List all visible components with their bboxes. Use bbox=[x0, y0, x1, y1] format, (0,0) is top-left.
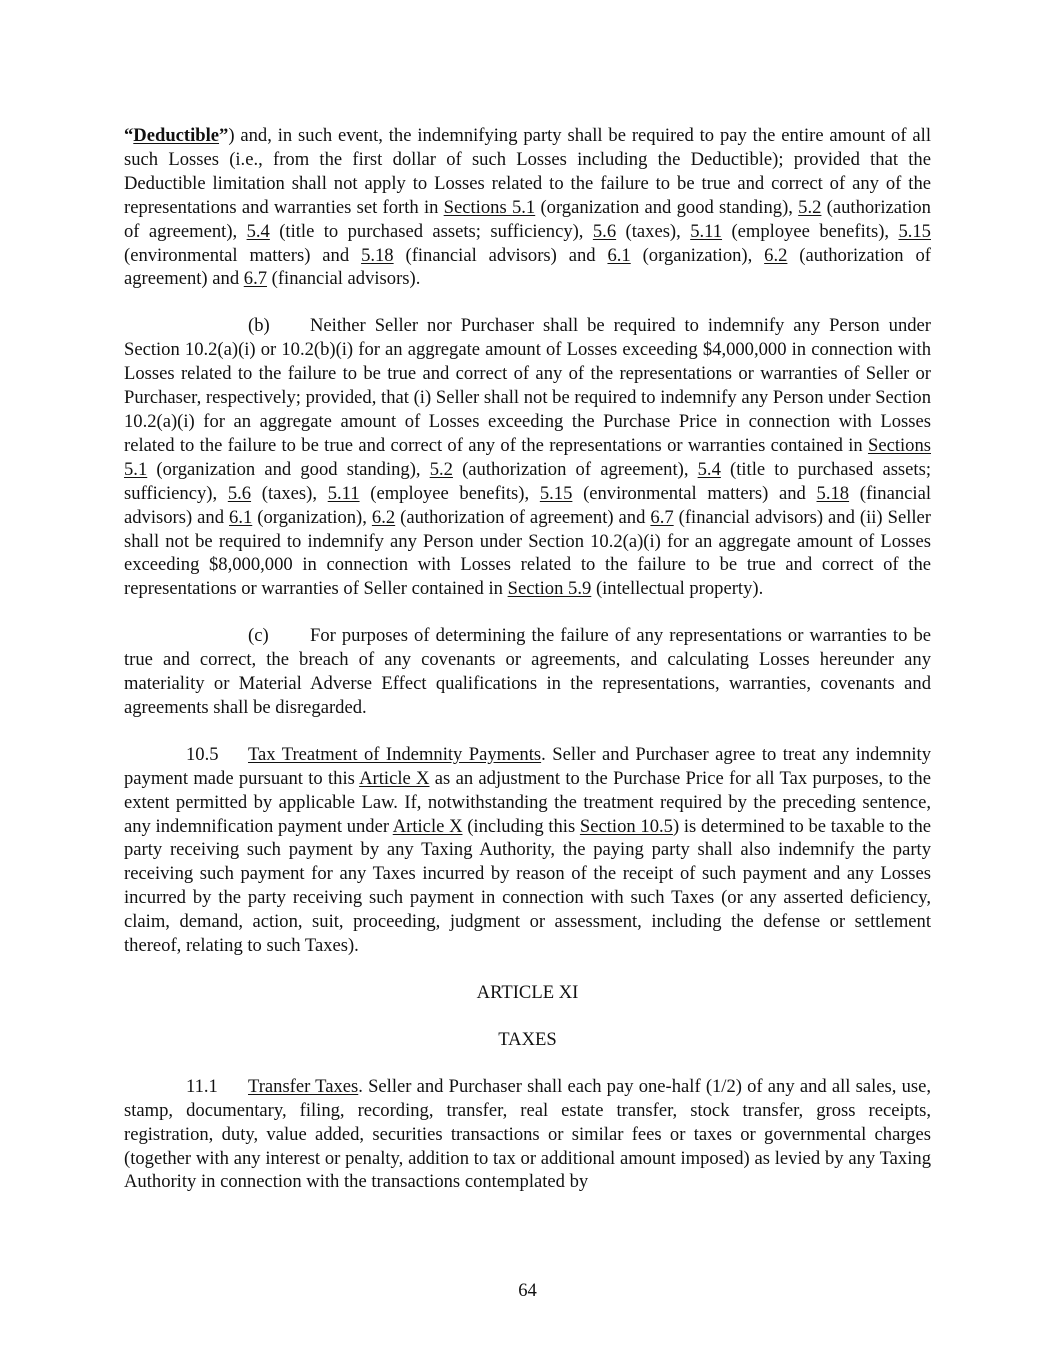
text-run: (employee benefits), bbox=[359, 482, 540, 504]
section-number: 10.5 bbox=[186, 743, 219, 765]
section-ref: 5.11 bbox=[690, 220, 723, 242]
text-run: (financial advisors) and (ii) Seller shall not be required to indemnify any Person under Section 10.2(a)(i) for an aggregate amount of Losses exceeding $8,000,000 in connection with Losses related to the failure to be true and correct of the representations or warranties of Seller contained in bbox=[124, 506, 931, 600]
section-ref: 5.15 bbox=[898, 220, 931, 242]
text-run: (taxes), bbox=[616, 220, 691, 242]
text-run: (organization and good standing), bbox=[147, 458, 430, 480]
text-run: (intellectual property). bbox=[591, 578, 764, 600]
quote-open: “ bbox=[124, 125, 134, 146]
text-run: (title to purchased assets; sufficiency), bbox=[124, 458, 931, 504]
subsection-label: (c) bbox=[248, 625, 269, 647]
section-number: 11.1 bbox=[186, 1075, 218, 1097]
text-run: (financial advisors). bbox=[267, 268, 421, 290]
subsection-label: (b) bbox=[248, 315, 270, 337]
text-run: (employee benefits), bbox=[722, 220, 899, 242]
section-ref: 6.2 bbox=[371, 506, 396, 528]
section-ref: 6.7 bbox=[243, 268, 268, 290]
text-run: (financial advisors) and bbox=[393, 244, 608, 266]
text-run: Neither Seller nor Purchaser shall be required to indemnify any Person under Section 10.2(a)(i) or 10.2(b)(i) for an aggregate amount of Losses exceeding $4,000,000 in connection with Losses related to the failure to be true and correct of any of the representations or warranties of Seller or Purchaser, respectively; provided, that (i) Seller shall not be required to indemnify any Person under Section 10.2(a)(i) for an aggregate amount of Losses exceeding the Purchase Price in connection with Losses related to the failure to be true and correct of any of the representations or warranties contained in bbox=[124, 315, 931, 456]
section-10-5 bbox=[124, 743, 931, 958]
defined-term-deductible: Deductible bbox=[133, 125, 220, 146]
text-run: . Seller and Purchaser agree to treat any indemnity payment made pursuant to this bbox=[124, 743, 931, 789]
text-run: (organization), bbox=[252, 506, 372, 528]
paragraph-c bbox=[124, 624, 931, 720]
section-ref: Section 5.9 bbox=[507, 578, 592, 600]
section-title: Transfer Taxes bbox=[248, 1075, 359, 1097]
section-ref: 6.1 bbox=[229, 506, 253, 528]
section-ref: Sections 5.1 bbox=[124, 434, 931, 480]
section-ref: 5.4 bbox=[697, 458, 721, 480]
section-ref: 5.4 bbox=[246, 220, 270, 242]
section-ref: 5.11 bbox=[327, 482, 360, 504]
quote-close: ” bbox=[219, 125, 229, 146]
section-ref: 6.1 bbox=[607, 244, 631, 266]
section-ref: 5.18 bbox=[361, 244, 394, 266]
paragraph-deductible bbox=[124, 124, 931, 291]
text-run: . Seller and Purchaser shall each pay one-half (1/2) of any and all sales, use, stamp, documentary, filing, recording, transfer, real estate transfer, stock transfer, gross receipts, registration, duty, value added, securities transactions or similar fees or taxes or governmental charges (together with any interest or penalty, addition to tax or additional amount imposed) as levied by any Taxing Authority in connection with the transactions contemplated by bbox=[124, 1075, 932, 1193]
text-run: (environmental matters) and bbox=[572, 482, 817, 504]
section-11-1 bbox=[124, 1075, 931, 1195]
text-run: ) and, in such event, the indemnifying party shall be required to pay the entire amount of all such Losses (i.e., from the first dollar of such Losses including the Deductible); provided that the Deductible limitation shall not apply to Losses related to the failure to be true and correct of any of the representations and warranties set forth in bbox=[124, 125, 931, 218]
text-run: (organization), bbox=[630, 244, 765, 266]
section-ref: Article X bbox=[392, 815, 463, 837]
text-run: (organization and good standing), bbox=[535, 196, 799, 218]
section-ref: 5.6 bbox=[592, 220, 617, 242]
section-ref: 5.2 bbox=[429, 458, 453, 480]
section-ref: 5.6 bbox=[227, 482, 252, 504]
text-run: (title to purchased assets; sufficiency), bbox=[269, 220, 593, 242]
text-run: (authorization of agreement) and bbox=[395, 506, 651, 528]
section-ref: Article X bbox=[359, 767, 430, 789]
section-title: Tax Treatment of Indemnity Payments bbox=[248, 743, 542, 765]
section-ref: 5.18 bbox=[816, 482, 850, 504]
text-run: (taxes), bbox=[251, 482, 328, 504]
section-ref: 6.2 bbox=[764, 244, 788, 266]
page-number: 64 bbox=[518, 1280, 537, 1301]
section-ref: 6.7 bbox=[650, 506, 674, 528]
section-ref: Section 10.5 bbox=[579, 815, 673, 837]
text-run: (authorization of agreement), bbox=[452, 458, 698, 480]
text-run: ) is determined to be taxable to the party receiving such payment by any Taxing Authority, the paying party shall also indemnify the party receiving such payment for any Taxes incurred by reason of the receipt of such payment and any Losses incurred by the party receiving such payment in connection with such Taxes (or any asserted deficiency, claim, demand, action, suit, proceeding, judgment or assessment, including the defense or settlement thereof, relating to such Taxes). bbox=[124, 815, 931, 957]
article-number: ARTICLE XI bbox=[476, 982, 579, 1003]
document-page bbox=[124, 124, 931, 1194]
section-ref: Sections 5.1 bbox=[443, 196, 536, 218]
paragraph-b bbox=[124, 314, 931, 601]
article-title: TAXES bbox=[498, 1028, 557, 1050]
text-run: For purposes of determining the failure of any representations or warranties to be true and correct, the breach of any covenants or agreements, and calculating Losses hereunder any materiality or Material Adverse Effect qualifications in the representations, warranties, covenants and agreements shall be disregarded. bbox=[124, 625, 931, 718]
text-run: (authorization of agreement) and bbox=[124, 244, 931, 290]
text-run: (including this bbox=[462, 815, 580, 837]
text-run: (authorization of agreement), bbox=[124, 196, 931, 242]
section-ref: 5.15 bbox=[539, 482, 573, 504]
section-ref: 5.2 bbox=[798, 196, 822, 218]
text-run: as an adjustment to the Purchase Price for all Tax purposes, to the extent permitted by applicable Law. If, notwithstanding the treatment required by the preceding sentence, any indemnification payment under bbox=[124, 767, 931, 837]
text-run: (financial advisors) and bbox=[124, 482, 931, 528]
text-run: (environmental matters) and bbox=[124, 244, 362, 266]
